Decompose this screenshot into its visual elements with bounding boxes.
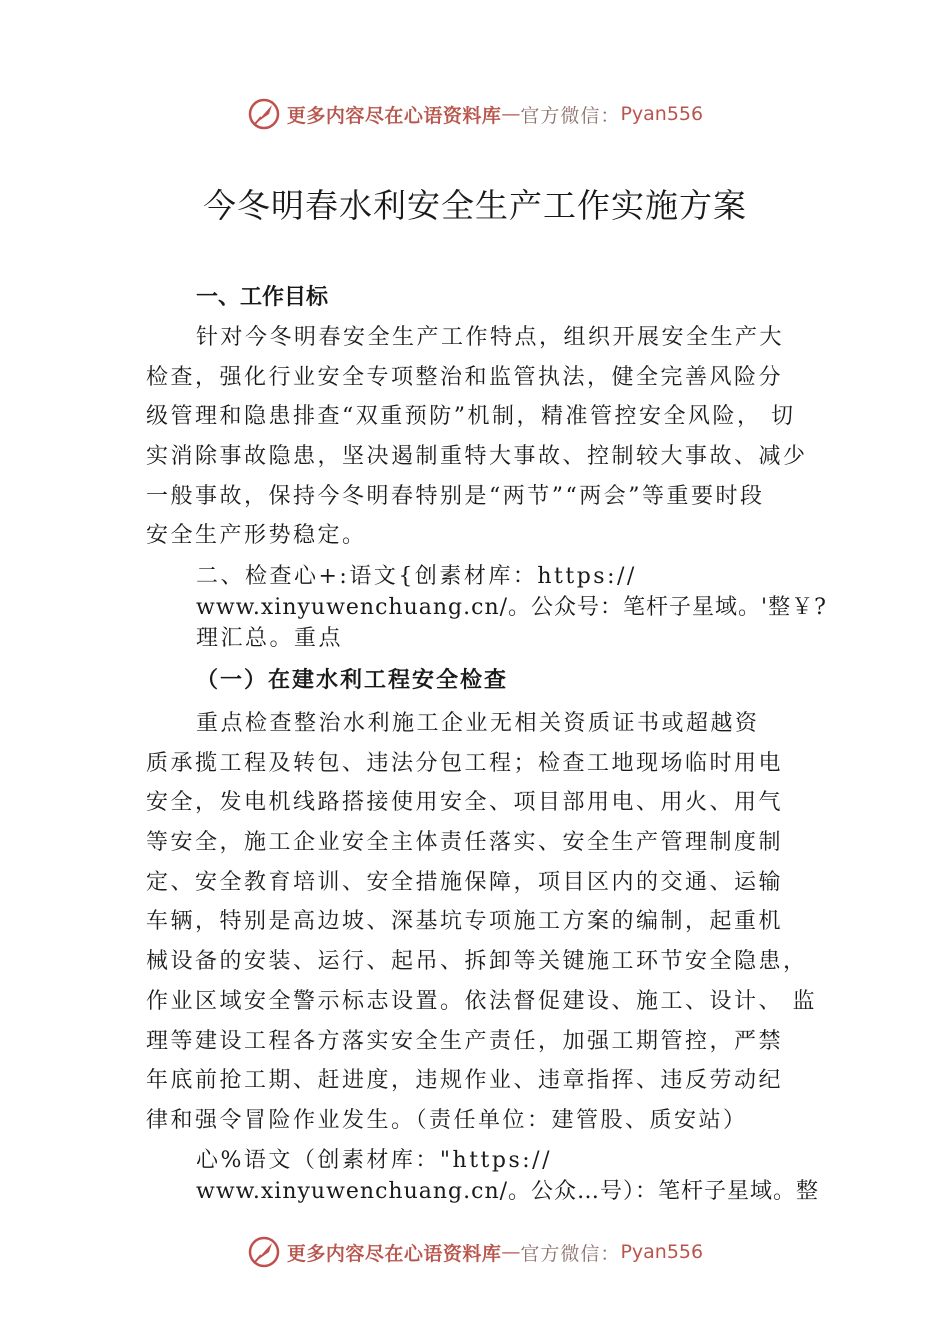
document-title: 今冬明春水利安全生产工作实施方案 <box>203 186 747 225</box>
subsection-construction-body <box>146 704 836 1141</box>
watermark-wechat-label: 官方微信： <box>520 104 621 127</box>
watermark-wechat-id: Pyan556 <box>620 103 704 125</box>
section-inspection-intro <box>146 561 836 654</box>
watermark-dash: — <box>501 103 521 125</box>
paragraph-line: 年底前抢工期、赶进度，违规作业、违章指挥、违反劳动纪 <box>146 1068 784 1094</box>
paragraph-line: 车辆，特别是高边坡、深基坑专项施工方案的编制，起重机 <box>146 909 784 935</box>
paragraph-line: 律和强令冒险作业发生。（责任单位：建管股、质安站） <box>146 1107 748 1133</box>
paragraph-line: 安全，发电机线路搭接使用安全、项目部用电、用火、用气 <box>146 790 784 816</box>
quill-seal-icon <box>247 1235 281 1269</box>
paragraph-line: 械设备的安装、运行、起吊、拆卸等关键施工环节安全隐患， <box>146 949 808 975</box>
paragraph-line: 二、检查心+:语文{创素材库：https:// <box>196 564 637 589</box>
section-heading-goals: 一、工作目标 <box>196 285 329 310</box>
paragraph-line: 实消除事故隐患，坚决遏制重特大事故、控制较大事故、减少 <box>146 444 808 470</box>
paragraph-line: 理汇总。重点 <box>196 626 344 651</box>
paragraph-line: 检查，强化行业安全专项整治和监管执法，健全完善风险分 <box>146 364 784 390</box>
paragraph-line: 理等建设工程各方落实安全生产责任，加强工期管控，严禁 <box>146 1028 784 1054</box>
watermark-footer <box>0 1230 950 1274</box>
watermark-site-text: 更多内容尽在心语资料库 <box>286 104 502 127</box>
watermark-wechat-id: Pyan556 <box>620 1241 704 1263</box>
paragraph-line: 定、安全教育培训、安全措施保障，项目区内的交通、运输 <box>146 869 784 895</box>
paragraph-line: www.xinyuwenchuang.cn/。公众…号）：笔杆子星域。整 <box>196 1179 820 1204</box>
watermark-header <box>0 92 950 136</box>
quill-seal-icon <box>247 97 281 131</box>
paragraph-line: 重点检查整治水利施工企业无相关资质证书或超越资 <box>196 711 760 736</box>
watermark-site-text: 更多内容尽在心语资料库 <box>286 1242 502 1265</box>
tail-watermark-text <box>146 1145 836 1207</box>
subsection-heading-construction: （一）在建水利工程安全检查 <box>196 667 509 693</box>
paragraph-line: 一般事故，保持今冬明春特别是“两节”“两会”等重要时段 <box>146 483 765 509</box>
paragraph-line: 等安全，施工企业安全主体责任落实、安全生产管理制度制 <box>146 830 784 856</box>
paragraph-line: 作业区域安全警示标志设置。依法督促建设、施工、设计、 监 <box>146 988 817 1014</box>
paragraph-line: 安全生产形势稳定。 <box>146 523 367 549</box>
paragraph-line: 质承揽工程及转包、违法分包工程；检查工地现场临时用电 <box>146 750 784 776</box>
paragraph-line: 心%语文（创素材库："https:// <box>196 1148 552 1173</box>
paragraph-line: 针对今冬明春安全生产工作特点，组织开展安全生产大 <box>196 325 785 350</box>
paragraph-line: 级管理和隐患排查“双重预防”机制，精准管控安全风险， 切 <box>146 404 796 430</box>
section-goals-body <box>146 318 836 556</box>
paragraph-line: www.xinyuwenchuang.cn/。公众号：笔杆子星域。'整￥? <box>196 595 827 620</box>
watermark-dash: — <box>501 1241 521 1263</box>
watermark-wechat-label: 官方微信： <box>520 1242 621 1265</box>
